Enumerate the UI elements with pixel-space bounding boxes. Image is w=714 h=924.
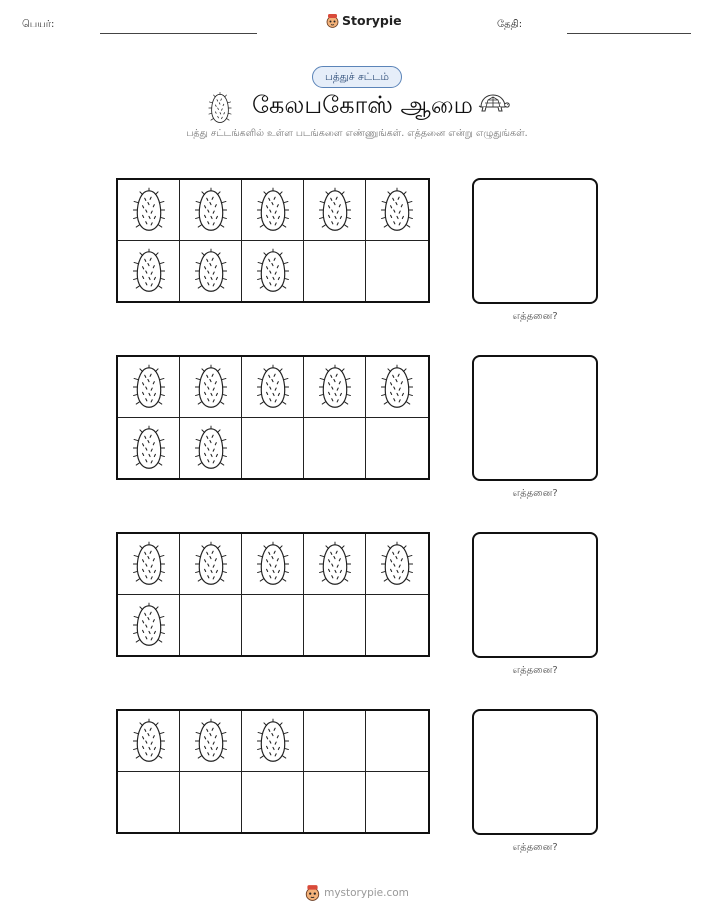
turtle-icon	[476, 93, 510, 115]
ten-frame-cell	[180, 534, 242, 595]
cactus-pad-icon	[133, 602, 165, 648]
brand-logo	[326, 13, 402, 28]
ten-frame-3	[116, 532, 430, 657]
ten-frame-1	[116, 178, 430, 303]
ten-frame-cell	[366, 772, 428, 833]
ten-frame-cell	[118, 772, 180, 833]
storypie-mascot-icon	[305, 884, 320, 901]
cactus-pad-icon	[381, 541, 413, 587]
cactus-pad-icon	[257, 718, 289, 764]
ten-frame-cell	[242, 772, 304, 833]
cactus-pad-icon	[257, 248, 289, 294]
ten-frame-cell	[366, 357, 428, 418]
name-label: பெயர்:	[22, 19, 55, 30]
ten-frame-cell	[242, 418, 304, 479]
ten-frame-cell	[242, 357, 304, 418]
ten-frame-cell	[366, 418, 428, 479]
cactus-pad-icon	[195, 541, 227, 587]
date-line	[567, 33, 691, 34]
ten-frame-cell	[180, 711, 242, 772]
brand-name: Storypie	[342, 13, 402, 28]
ten-frame-cell	[180, 772, 242, 833]
cactus-pad-icon	[133, 364, 165, 410]
cactus-pad-icon	[381, 364, 413, 410]
answer-question-4: எத்தனை?	[512, 842, 558, 853]
ten-frame-cell	[366, 595, 428, 656]
ten-frame-cell	[118, 534, 180, 595]
answer-box-2[interactable]	[472, 355, 598, 481]
ten-frame-cell	[304, 595, 366, 656]
footer	[0, 884, 714, 901]
cactus-pad-icon	[319, 541, 351, 587]
answer-question-1: எத்தனை?	[512, 311, 558, 322]
cactus-pad-icon	[257, 364, 289, 410]
cactus-pad-icon	[195, 187, 227, 233]
ten-frame-cell	[118, 595, 180, 656]
ten-frame-cell	[366, 180, 428, 241]
cactus-pad-icon	[381, 187, 413, 233]
instructions-text: பத்து சட்டங்களில் உள்ள படங்களை எண்ணுங்கள். எத்தனை என்று எழுதுங்கள்.	[186, 128, 528, 139]
ten-frame-cell	[180, 595, 242, 656]
ten-frame-cell	[118, 418, 180, 479]
cactus-pad-icon	[208, 92, 232, 124]
cactus-pad-icon	[257, 187, 289, 233]
answer-box-3[interactable]	[472, 532, 598, 658]
answer-question-3: எத்தனை?	[512, 665, 558, 676]
ten-frame-cell	[242, 241, 304, 302]
date-label: தேதி:	[497, 19, 523, 30]
ten-frame-cell	[304, 772, 366, 833]
ten-frame-cell	[118, 241, 180, 302]
cactus-pad-icon	[133, 187, 165, 233]
ten-frame-cell	[118, 357, 180, 418]
cactus-pad-icon	[195, 364, 227, 410]
answer-question-2: எத்தனை?	[512, 488, 558, 499]
cactus-pad-icon	[195, 425, 227, 471]
name-line	[100, 33, 257, 34]
ten-frame-cell	[180, 418, 242, 479]
ten-frame-4	[116, 709, 430, 834]
ten-frame-cell	[304, 357, 366, 418]
ten-frame-cell	[304, 180, 366, 241]
ten-frame-cell	[242, 595, 304, 656]
answer-box-4[interactable]	[472, 709, 598, 835]
ten-frame-cell	[304, 711, 366, 772]
ten-frame-2	[116, 355, 430, 480]
cactus-pad-icon	[257, 541, 289, 587]
ten-frame-cell	[366, 534, 428, 595]
cactus-pad-icon	[133, 541, 165, 587]
ten-frame-cell	[242, 180, 304, 241]
cactus-pad-icon	[195, 718, 227, 764]
cactus-pad-icon	[133, 425, 165, 471]
ten-frame-cell	[118, 711, 180, 772]
ten-frame-cell	[180, 180, 242, 241]
page-title: கேலபகோஸ் ஆமை	[252, 91, 473, 119]
worksheet-tag	[312, 66, 402, 88]
ten-frame-cell	[304, 534, 366, 595]
ten-frame-cell	[304, 241, 366, 302]
title-row	[0, 88, 714, 124]
cactus-pad-icon	[133, 248, 165, 294]
ten-frame-cell	[242, 534, 304, 595]
ten-frame-cell	[366, 711, 428, 772]
cactus-pad-icon	[195, 248, 227, 294]
ten-frame-cell	[304, 418, 366, 479]
cactus-pad-icon	[133, 718, 165, 764]
ten-frame-cell	[180, 241, 242, 302]
worksheet-tag-text: பத்துச் சட்டம்	[325, 70, 389, 83]
footer-url[interactable]: mystorypie.com	[324, 886, 409, 899]
worksheet-header	[0, 0, 714, 48]
ten-frame-cell	[118, 180, 180, 241]
ten-frame-cell	[180, 357, 242, 418]
ten-frame-cell	[366, 241, 428, 302]
cactus-pad-icon	[319, 187, 351, 233]
ten-frame-cell	[242, 711, 304, 772]
cactus-pad-icon	[319, 364, 351, 410]
storypie-mascot-icon	[326, 13, 339, 28]
answer-box-1[interactable]	[472, 178, 598, 304]
